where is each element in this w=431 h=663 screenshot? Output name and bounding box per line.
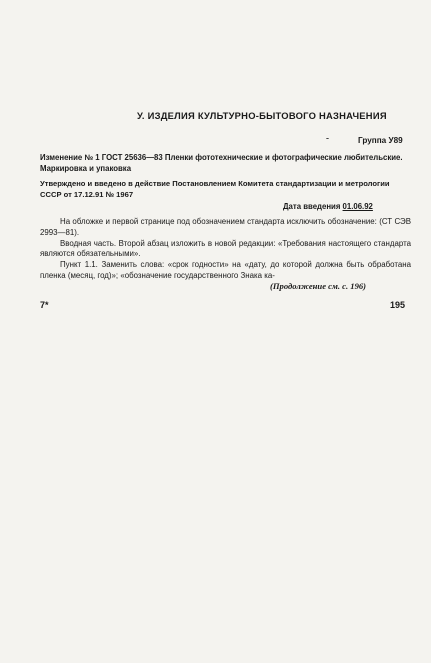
amendment-title: Изменение № 1 ГОСТ 25636—83 Пленки фототехнические и фотографические любительские. Маркировка и упаковка bbox=[40, 153, 403, 173]
paragraph: Вводная часть. Второй абзац изложить в новой редакции: «Требования настоящего стандарта являются обязательными». bbox=[40, 238, 411, 259]
approval-statement: Утверждено и введено в действие Постановлением Комитета стандартизации и метрологии СССР от 17.12.91 № 1967 bbox=[40, 179, 390, 199]
continuation-note: (Продолжение см. с. 196) bbox=[270, 281, 367, 291]
signature-mark: 7* bbox=[40, 300, 49, 310]
decorative-dash: - bbox=[326, 133, 329, 143]
introduction-date-value: 01.06.92 bbox=[342, 202, 373, 211]
paragraph: На обложке и первой странице под обозначением стандарта исключить обозначение: (СТ СЭВ 2993—81). bbox=[40, 217, 411, 237]
paragraph: Пункт 1.1. Заменить слова: «срок годности» на «дату, до которой должна быть обработана пленка (месяц, год)»; «обозначение государственного Знака ка- bbox=[40, 260, 411, 280]
section-title: У. ИЗДЕЛИЯ КУЛЬТУРНО-БЫТОВОГО НАЗНАЧЕНИЯ bbox=[137, 110, 387, 121]
page-number: 195 bbox=[390, 300, 406, 310]
group-code: Группа У89 bbox=[358, 136, 403, 145]
introduction-date-label: Дата введения bbox=[283, 202, 341, 211]
introduction-date bbox=[283, 202, 373, 211]
body-text bbox=[40, 217, 411, 282]
